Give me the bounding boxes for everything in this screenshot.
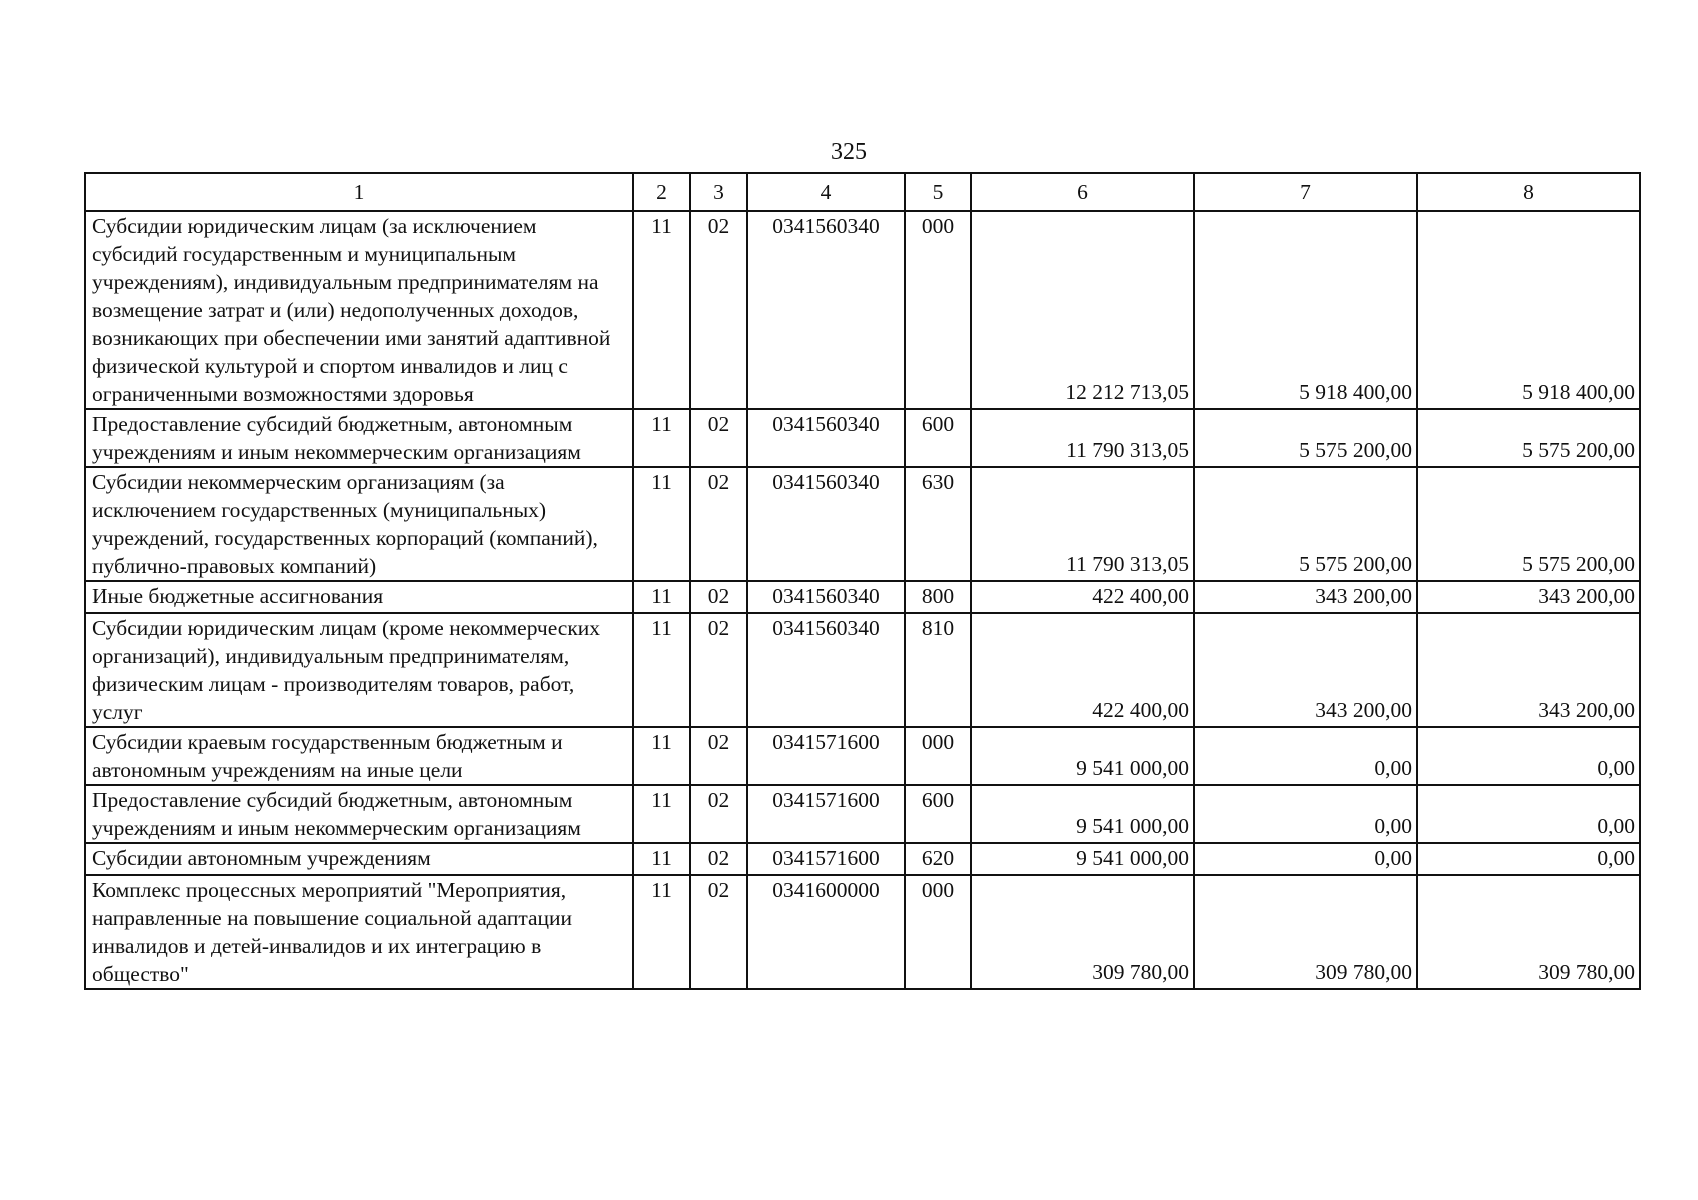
subsection-code: 02 — [690, 409, 747, 467]
subsection-code: 02 — [690, 727, 747, 785]
section-code: 11 — [633, 581, 690, 613]
section-code: 11 — [633, 785, 690, 843]
amount-col-7: 343 200,00 — [1194, 581, 1417, 613]
section-code: 11 — [633, 211, 690, 409]
row-name: Предоставление субсидий бюджетным, автономным учреждениям и иным некоммерческим организациям — [85, 785, 633, 843]
row-name: Субсидии юридическим лицам (за исключением субсидий государственным и муниципальным учреждениям), индивидуальным предпринимателям на возмещение затрат и (или) недополученных доходов, возникающих при обеспечении ими занятий адаптивной физической культурой и спортом инвалидов и лиц с ограниченными возможностями здоровья — [85, 211, 633, 409]
amount-col-7: 5 575 200,00 — [1194, 467, 1417, 581]
page-number: 325 — [831, 139, 867, 165]
header-col-8: 8 — [1417, 173, 1640, 211]
table-row — [85, 613, 1640, 727]
expense-type-code: 800 — [905, 581, 971, 613]
amount-col-7: 5 918 400,00 — [1194, 211, 1417, 409]
section-code: 11 — [633, 843, 690, 875]
expense-type-code: 000 — [905, 211, 971, 409]
amount-col-7: 0,00 — [1194, 843, 1417, 875]
header-col-3: 3 — [690, 173, 747, 211]
target-article-code: 0341560340 — [747, 211, 905, 409]
header-col-7: 7 — [1194, 173, 1417, 211]
amount-col-6: 9 541 000,00 — [971, 727, 1194, 785]
expense-type-code: 630 — [905, 467, 971, 581]
amount-col-7: 0,00 — [1194, 727, 1417, 785]
amount-col-6: 9 541 000,00 — [971, 785, 1194, 843]
header-col-5: 5 — [905, 173, 971, 211]
amount-col-6: 11 790 313,05 — [971, 409, 1194, 467]
expense-type-code: 600 — [905, 785, 971, 843]
amount-col-8: 5 918 400,00 — [1417, 211, 1640, 409]
amount-col-6: 12 212 713,05 — [971, 211, 1194, 409]
amount-col-6: 11 790 313,05 — [971, 467, 1194, 581]
section-code: 11 — [633, 727, 690, 785]
amount-col-6: 9 541 000,00 — [971, 843, 1194, 875]
expense-type-code: 000 — [905, 875, 971, 989]
section-code: 11 — [633, 613, 690, 727]
header-col-2: 2 — [633, 173, 690, 211]
amount-col-8: 343 200,00 — [1417, 613, 1640, 727]
row-name: Субсидии юридическим лицам (кроме некоммерческих организаций), индивидуальным предпринимателям, физическим лицам - производителям товаров, работ, услуг — [85, 613, 633, 727]
amount-col-7: 343 200,00 — [1194, 613, 1417, 727]
target-article-code: 0341560340 — [747, 581, 905, 613]
amount-col-8: 0,00 — [1417, 785, 1640, 843]
subsection-code: 02 — [690, 467, 747, 581]
table-row — [85, 467, 1640, 581]
header-col-4: 4 — [747, 173, 905, 211]
amount-col-8: 5 575 200,00 — [1417, 467, 1640, 581]
target-article-code: 0341571600 — [747, 785, 905, 843]
target-article-code: 0341560340 — [747, 613, 905, 727]
section-code: 11 — [633, 409, 690, 467]
amount-col-7: 309 780,00 — [1194, 875, 1417, 989]
amount-col-6: 422 400,00 — [971, 613, 1194, 727]
amount-col-8: 309 780,00 — [1417, 875, 1640, 989]
budget-table — [84, 172, 1641, 990]
subsection-code: 02 — [690, 581, 747, 613]
subsection-code: 02 — [690, 211, 747, 409]
amount-col-7: 5 575 200,00 — [1194, 409, 1417, 467]
amount-col-6: 422 400,00 — [971, 581, 1194, 613]
amount-col-8: 0,00 — [1417, 727, 1640, 785]
table-row — [85, 785, 1640, 843]
header-col-6: 6 — [971, 173, 1194, 211]
target-article-code: 0341560340 — [747, 409, 905, 467]
row-name: Субсидии некоммерческим организациям (за исключением государственных (муниципальных) учреждений, государственных корпораций (компаний), публично-правовых компаний) — [85, 467, 633, 581]
expense-type-code: 810 — [905, 613, 971, 727]
amount-col-8: 0,00 — [1417, 843, 1640, 875]
target-article-code: 0341560340 — [747, 467, 905, 581]
amount-col-6: 309 780,00 — [971, 875, 1194, 989]
table-row — [85, 727, 1640, 785]
row-name: Иные бюджетные ассигнования — [85, 581, 633, 613]
row-name: Субсидии автономным учреждениям — [85, 843, 633, 875]
amount-col-7: 0,00 — [1194, 785, 1417, 843]
table-row — [85, 843, 1640, 875]
amount-col-8: 343 200,00 — [1417, 581, 1640, 613]
subsection-code: 02 — [690, 875, 747, 989]
amount-col-8: 5 575 200,00 — [1417, 409, 1640, 467]
table-row — [85, 409, 1640, 467]
row-name: Субсидии краевым государственным бюджетным и автономным учреждениям на иные цели — [85, 727, 633, 785]
section-code: 11 — [633, 467, 690, 581]
expense-type-code: 000 — [905, 727, 971, 785]
header-col-1: 1 — [85, 173, 633, 211]
subsection-code: 02 — [690, 843, 747, 875]
target-article-code: 0341571600 — [747, 727, 905, 785]
row-name: Комплекс процессных мероприятий "Мероприятия, направленные на повышение социальной адаптации инвалидов и детей-инвалидов и их интеграцию в общество" — [85, 875, 633, 989]
subsection-code: 02 — [690, 613, 747, 727]
table-row — [85, 875, 1640, 989]
section-code: 11 — [633, 875, 690, 989]
table-row — [85, 211, 1640, 409]
header-row — [85, 173, 1640, 211]
expense-type-code: 620 — [905, 843, 971, 875]
target-article-code: 0341571600 — [747, 843, 905, 875]
subsection-code: 02 — [690, 785, 747, 843]
table-row — [85, 581, 1640, 613]
row-name: Предоставление субсидий бюджетным, автономным учреждениям и иным некоммерческим организациям — [85, 409, 633, 467]
expense-type-code: 600 — [905, 409, 971, 467]
target-article-code: 0341600000 — [747, 875, 905, 989]
